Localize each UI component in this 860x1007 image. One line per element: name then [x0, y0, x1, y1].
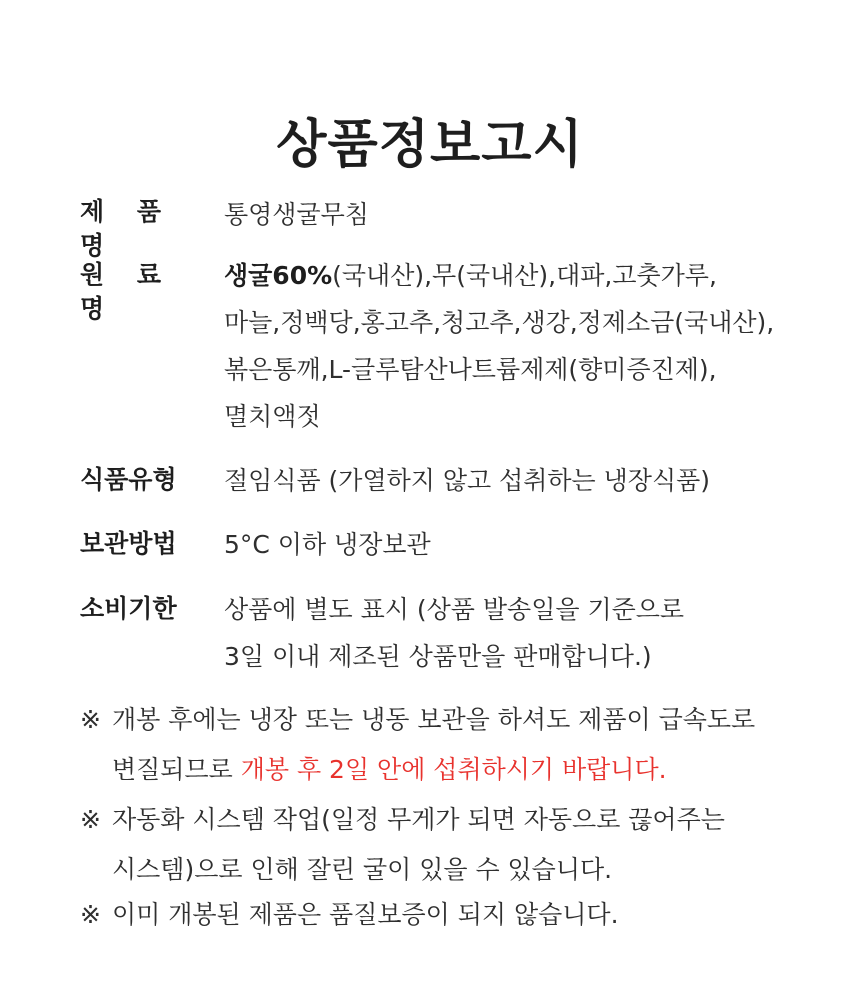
value-product-name	[224, 191, 824, 238]
label-ingredients: 원 료 명	[80, 260, 174, 323]
note-line	[112, 745, 755, 795]
note-line: 개봉 후에는 냉장 또는 냉동 보관을 하셔도 제품이 급속도로	[112, 705, 756, 734]
reference-mark-icon: ※	[80, 705, 101, 734]
label-food-type: 식품유형	[80, 465, 177, 494]
value-line: 멸치액젓	[224, 402, 321, 431]
value-food-type	[224, 457, 824, 504]
value-ingredients	[224, 252, 824, 440]
note-line: 자동화 시스템 작업(일정 무게가 되면 자동으로 끊어주는	[112, 805, 725, 834]
value-line: 절임식품 (가열하지 않고 섭취하는 냉장식품)	[224, 466, 710, 495]
value-line: 5°C 이하 냉장보관	[224, 530, 431, 559]
label-storage: 보관방법	[80, 529, 177, 558]
reference-mark-icon: ※	[80, 900, 101, 929]
value-line: 통영생굴무침	[224, 200, 369, 229]
label-expiry: 소비기한	[80, 594, 177, 623]
page-title: 상품정보고시	[276, 114, 584, 175]
note-line: 이미 개봉된 제품은 품질보증이 되지 않습니다.	[112, 900, 619, 929]
value-line: 상품에 별도 표시 (상품 발송일을 기준으로	[224, 595, 685, 624]
note-highlight-red: 개봉 후 2일 안에 섭취하시기 바랍니다.	[240, 755, 667, 784]
value-storage	[224, 521, 824, 568]
ingredient-text: (국내산),무(국내산),대파,고춧가루,	[332, 261, 717, 290]
label-product-name: 제 품 명	[80, 197, 174, 260]
value-expiry	[224, 586, 824, 680]
value-line: 볶은통깨,L-글루탐산나트륨제제(향미증진제),	[224, 355, 717, 384]
note-text: 변질되므로	[112, 755, 241, 784]
note-line: 시스템)으로 인해 잘린 굴이 있을 수 있습니다.	[112, 855, 613, 884]
reference-mark-icon: ※	[80, 805, 101, 834]
ingredient-highlight: 생굴60%	[224, 261, 333, 290]
value-line: 마늘,정백당,홍고추,청고추,생강,정제소금(국내산),	[224, 308, 775, 337]
value-line	[224, 252, 824, 299]
value-line: 3일 이내 제조된 상품만을 판매합니다.)	[224, 642, 652, 671]
